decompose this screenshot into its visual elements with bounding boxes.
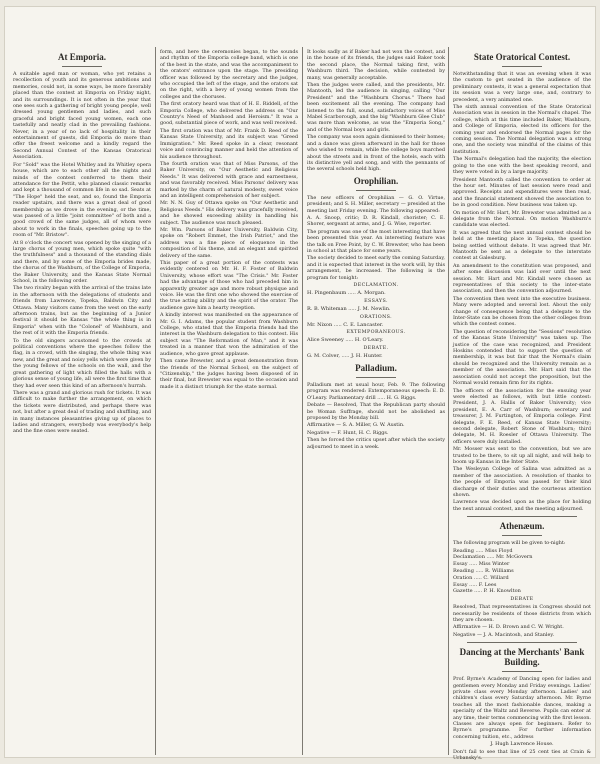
paragraph: It looks sadly as if Baker had not won the contest, and in the house of its friends, the judges said Baker took the second place, the Normal taking first, with Washburn third. The decision, while contested by many, was generally acceptable. [307,49,445,81]
program-line: H. Pingenbaum ..... A. Morgan. [307,290,386,296]
program-line: Declamation ..... Mr. McGovern [453,554,533,561]
paragraph: It was agreed that the next annual contest should be held at the meeting place in Topeka, the question being settled without debate. It was agreed that Mr. Mantooth be sent as a delegate to the interstate contest at Galesburg. [453,229,591,262]
article-heading-dancing: Dancing at the Merchants' Bank Building. [459,647,585,668]
paragraph: Notwithstanding that it was an evening when it was the custom to get seated in the audience of the preliminary contests, it was a general expectation that its session was a very large one, and, contrary to precedent, a very animated one. [453,71,591,103]
program-line: Essay ..... Miss Winter [453,561,510,568]
article-heading-athenaeum: Athenæum. [499,521,545,532]
paragraph: The sixth annual convention of the State Oratorical Association was in session in the Normal's chapel. The college, which at this time included Baker, Washburn, and College of Emporia, elected its officers for the coming year and endorsed the Normal pages for the coming session. The Normal delegation was a strong one, and the society was mindful of the claims of this institution. [453,104,591,155]
paragraph: Mr. N. N. Guy of Ottawa spoke on "Our Aesthetic and Religious Needs." His delivery was gracefully received, and he showed exceeding ability in handling his subject. The audience was much pleased. [160,200,298,226]
paragraph: The convention then went into the executive business. Many were adopted and several lost. About the only change of consequence being that a delegate to the Inter-State can be chosen from the other colleges from which the contest comes. [453,295,591,328]
program-section-label: DECLAMATION. [353,283,399,288]
paragraph: The question of reconsidering the "Sessions" resolution of the Kansas State University" was taken up. The justice of the case was recognized, and President Hoskins contended that to support the question of membership, it was but fair that the Normal's claim should be recognized and the University remain as a member of the association. Mr. Hart said that the association could not accept the proposition, but the Normal would remain firm for its rights. [453,328,592,387]
paragraph: The fourth oration was that of Miss Parsons, of the Baker University, on "Our Aesthetic and Religious Needs." It was delivered with grace and earnestness, and was favorably received. Miss Parsons' delivery was marked by the charm of natural modesty, sweet voice and an intelligent comprehension of her subject. [160,160,298,199]
program-line: Mr. Nixon ..... C. E. Lancaster. [307,321,384,328]
paragraph: The first oration was that of Mr. Frank D. Reed of the Kansas State University, and its subject was "Greed Immigration." Mr. Reed spoke in a clear, resonant voice and convincing manner and held the attention of his audience throughout. [160,127,298,160]
paragraph: The following program will be given to-night: [453,540,566,547]
paragraph: Negative — F. Hunt, H. C. Riggs. [307,429,389,436]
divider [502,535,542,536]
divider [356,377,396,378]
paragraph: A suitable aged man or woman, who yet retains a recollection of youth and its generous ambitions and memories, could not, in some ways, be more favorably placed than the contest at Emporia on Friday night, and its surroundings. It is not often in the year that one sees such a gathering of bright young people, well dressed young gentlemen and ladies, and such graceful and bright faced young women, each one tastefully and neatly clad in the prevailing fashions. Never, in a year of no lack of hospitality in their entertainment of guests, did Emporia do more than offer the freest welcome and a kindly regard the Second Annual Contest of the Kansas Oratorical Association. [13,71,151,161]
program-section-label: DEBATE [510,597,534,603]
program-line: Oration ..... C. Willard [453,574,509,581]
paragraph: Negative — J. A. Macintosh, and Stanley. [453,631,555,638]
paragraph: The new officers of Orophilian — G. O. Virtue, president; and S. H. Miller, secretary — presided at the meeting last Friday evening. The following appeared: [307,194,445,214]
paragraph: Palladium met at usual hour, Feb. 9. The following program was rendered: Extemporaneous speech: E. D. O'Leary. Parliamentary drill ..... H. G. Riggs. [307,381,445,401]
paragraph: The Wesleyan College of Salina was admitted as a member of the association. A resolution of thanks to the people of Emporia was passed for their kind discharge of their duties and the courteous attention shown. [453,466,591,498]
program-line: Essay ..... F. Lees [453,581,497,588]
paragraph: Don't fail to see that line of 25 cent ties at Crain & Urbansky's. [453,748,591,762]
paragraph: Then he forced the critics upset after which the society adjourned to meet in a week. [307,437,445,450]
paragraph: The company was soon again dismissed to their homes; and a dance was given afterward in the hall for those who wished to remain, while the college boys marched about the streets and in front of the hotels, each with its distinctive yell and song, and with the pennants of the several schools held high. [307,134,445,173]
paragraph: There was a grand and glorious rush for tickets. It was difficult to make further the arrangement, on which the tickets were distributed, and perhaps there was not, but after a great deal of trading and shuffling, and in many instances pleasantries giving up of places to ladies and strangers, everybody was everybody's help and the fine ones were seated. [13,389,151,435]
paragraph: A kindly interest was manifested on the appearance of Mr. G. I. Adams, the popular student from Washburn College, who stated that the Emporia friends had the interest in the Washburn delegation to this contest. His subject was "The Reformation of Man," and it was treated in a manner that won the admiration of the audience, who gave great applause. [160,312,298,357]
column-3 [307,49,445,755]
paragraph: Then came Brewster, and a great demonstration from the friends of the Normal School, on the subject of "Citizenship," the judges having been disposed of in their final, but Brewster was equal to the occasion and made it a distinct triumph for the state normal. [160,358,298,390]
program-line: Reading ..... Miss Floyd [453,547,513,554]
paragraph: The society decided to meet early the coming Saturday, and it is expected that interest in the work will, by this arrangement, be increased. The following is the program for tonight: [307,255,445,281]
column-rule [302,47,303,755]
paragraph: Then the judges were called, and the presidents, Mr. Mantooth, led the audience in singing, calling "Our President" and the "Washburn Chorus." There had been excitement all the evening. The company had listened to the full, sound, satisfactory voices of Miss Mabel Scarborough, and the big "Washburn Glee Club" was more than welcome, as was the "Emporia Song," and of the Normal boys and girls. [307,82,445,133]
paragraph: Prof. Byrne's Academy of Dancing open for ladies and gentlemen every Monday and Friday evenings. Ladies' private class every Monday afternoon. Ladies' and children's class every Saturday afternoon. Mr. Byrne teaches all the most fashionable dances, making a specialty of the Waltz and Reverse. Pupils can enter at any time, their terms commencing with the first lesson. Classes are always open for beginners. Refer to Byrne's programme. For further information concerning tuition, etc., address [453,676,591,740]
paragraph: Lawrence was decided upon as the place for holding the next annual contest, and the meeting adjourned. [453,499,591,512]
column-2 [160,49,298,755]
program-line: Gazette ..... P. H. Knowlton [453,588,521,595]
paragraph: A. A. Snoop, critic; D. R. Kindall, chorister; C. E. Shorer, sergeant at arms, and J. G. Wise, reporter. [307,214,445,228]
divider [502,671,542,672]
paragraph: Debate — Resolved, That the Republican party should be Woman Suffrage, should not be abolished as proposed by the Monday bill. [307,402,445,422]
divider [467,642,577,643]
program-section-label: DEBATE. [363,346,389,352]
paragraph: An amendment to the constitution was proposed, and after some discussion was laid over until the next session. Mr. Hart and Mr. Kindall were chosen as representatives of this society to the inter-state association, and then the convention adjourned. [453,262,591,295]
paragraph: Affirmative — H. D. Brown and C. W. Wright. [453,624,564,631]
article-heading-palladium: Palladium. [355,362,397,373]
signature-line: J. Hugh Lawrence House. [490,741,554,748]
paragraph: Resolved, That representatives in Congress should not necessarily be residents of those districts from which they are chosen. [453,604,591,624]
paragraph: At 8 o'clock the concert was opened by the singing of a large chorus of young men, which spoke quite "with the truthfulness" and a thousand of the standing dials and there, and by some of the Emporia brides made, the chorus of the Washburn, of the College of Emporia, the Baker University, and the Kansas State Normal School, in the following order. [13,239,151,284]
column-rule [448,47,449,755]
newspaper-page [4,6,596,762]
program-section-label: ESSAYS. [364,298,388,304]
paragraph: To the old singers accustomed to the crowds at political conventions where the speeches follow the flag, in a crowd, with the singing, the whole thing was new, and the great and noisy yells which were given by the young fellows of the schools on the wall, and the great gathering of light which filled the halls with a glorious sense of young life, all were the first time that they had ever seen this kind of an afternoon's hurrah. [13,337,151,389]
column-1 [13,49,151,755]
article-heading-orophilian: Orophilian. [353,175,399,186]
program-line: Reading ..... R. Williams [453,568,514,575]
paragraph: On motion of Mr. Hart, Mr. Brewster was admitted as a delegate from the Normal. On motion Washburn's candidate was elected. [453,209,591,229]
divider [62,66,102,67]
paragraph: The first oratory heard was that of H. E. Riddell, of the Emporia College, who delivered the address on "Our Country's Need of Manhood and Heroism." It was a good, substantial piece of work, and was well received. [160,101,298,127]
program-line: Alice Sweeney ..... H. O'Leary. [307,337,384,344]
program-line: R. B. Whiteman ..... J. M. Newlin. [307,305,391,312]
paragraph: The Normal's delegation had the majority, the election going to the one with the best speaking record, and they were voted in by a large majority. [453,156,591,176]
divider [502,66,542,67]
paragraph: For "Sold" was the Hotel Whitley and its Whitley opera house, which are to each other all the nights and minds of the contest conferred to them their attendance for the Pettit, who planned classic remarks and kept a thousand of common life in so sad. Seats at "The Hope" held the seat, and so, found the Emporia reader upstairs, and there was a great deal of good membership as we drove in the evening, or the time, was passed of a little "joint committee" of both and a good crowd of the same judges, all of whom were about to work in the finals, speeches going up to the room of "Mr. Bristow". [13,161,151,239]
column-4 [453,49,592,762]
program-section-label: ORATIONS. [359,314,393,320]
article-heading-state-oratorical: State Oratorical Contest. [473,52,571,62]
article-heading: At Emporia. [58,52,106,62]
paragraph: Affirmative — S. A. Miller, G. W. Austin. [307,422,405,429]
paragraph: Mr. Mosser was sent to the convention, but we are trusted to be there, to sit up all night, and will help to boom up Kansas in the Inter State. [453,446,591,465]
column-rule [155,47,156,755]
paragraph: This paper of a great portion of the contests was evidently centered on Mr. H. F. Foster of Baldwin University, whose effort was "The Crisis." Mr. Foster had the advantage of those who had preceded him in apparently greater age and more robust physique and voice. He was the first one who showed the exercise of the true acting ability and the spirit of the orator. The audience gave him a hearty reception. [160,260,298,311]
paragraph: The program was one of the most interesting that have been presented this year. An interesting feature was the talk on Free Point, by C. W. Brewster, who has been in school at that place for some years. [307,228,445,254]
paragraph: President Mantooth called the convention to order at the hour set. Minutes of last session were read and approved. Receipts and expenditures were then read, and the financial statement showed the association to be in good condition. New business was taken up. [453,176,591,209]
divider [467,516,577,517]
paragraph: The officers of the association for the ensuing year were elected as follows, with but little contest: President, J. A. Hallis of Baker University; vice president, E. A. Carr of Washburn; secretary and treasurer, J. M. Furtington, of Emporia college. First delegate, F. E. Reed, of Kansas State University; second delegate, Robert Stone of Washburn; third delegate, M. H. Roesler of Ottawa University. The officers were duly installed. [453,387,591,445]
program-section-label: EXTEMPORANEOUS. [346,330,406,336]
paragraph: Mr. Wm. Parsons of Baker University, Baldwin City, spoke on "Robert Emmet, the Irish Patriot," and the address was a fine piece of eloquence in the composition of his theme, and an elegant and spirited delivery of the same. [160,226,298,259]
divider [356,190,396,191]
paragraph: The two rivalry began with the arrival of the trains late in the afternoon with the delegations of students and friends from Lawrence, Topeka, Baldwin City and Ottawa. Many visitors came from the west on the early afternoon trains, but as the beginning of a Junior festival it should be Kansas "the whole thing is in Emporia" when with the "Colonel" of Washburn, and the rest of it with the Emporia friends. [13,285,151,337]
program-line: G. M. Colver, ..... J. H. Hunter. [307,353,383,360]
paragraph: form, and here the ceremonies began, to the sounds and rhythm of the Emporia college band, which is one of the best in the state, and was the accompaniment to the orators' entrance upon the stage. The presiding officer was followed by the secretary and the judges, who occupied the left of the stage, and the orators sat on the right, with a bevy of young women from the colleges and the choruses. [160,49,298,100]
